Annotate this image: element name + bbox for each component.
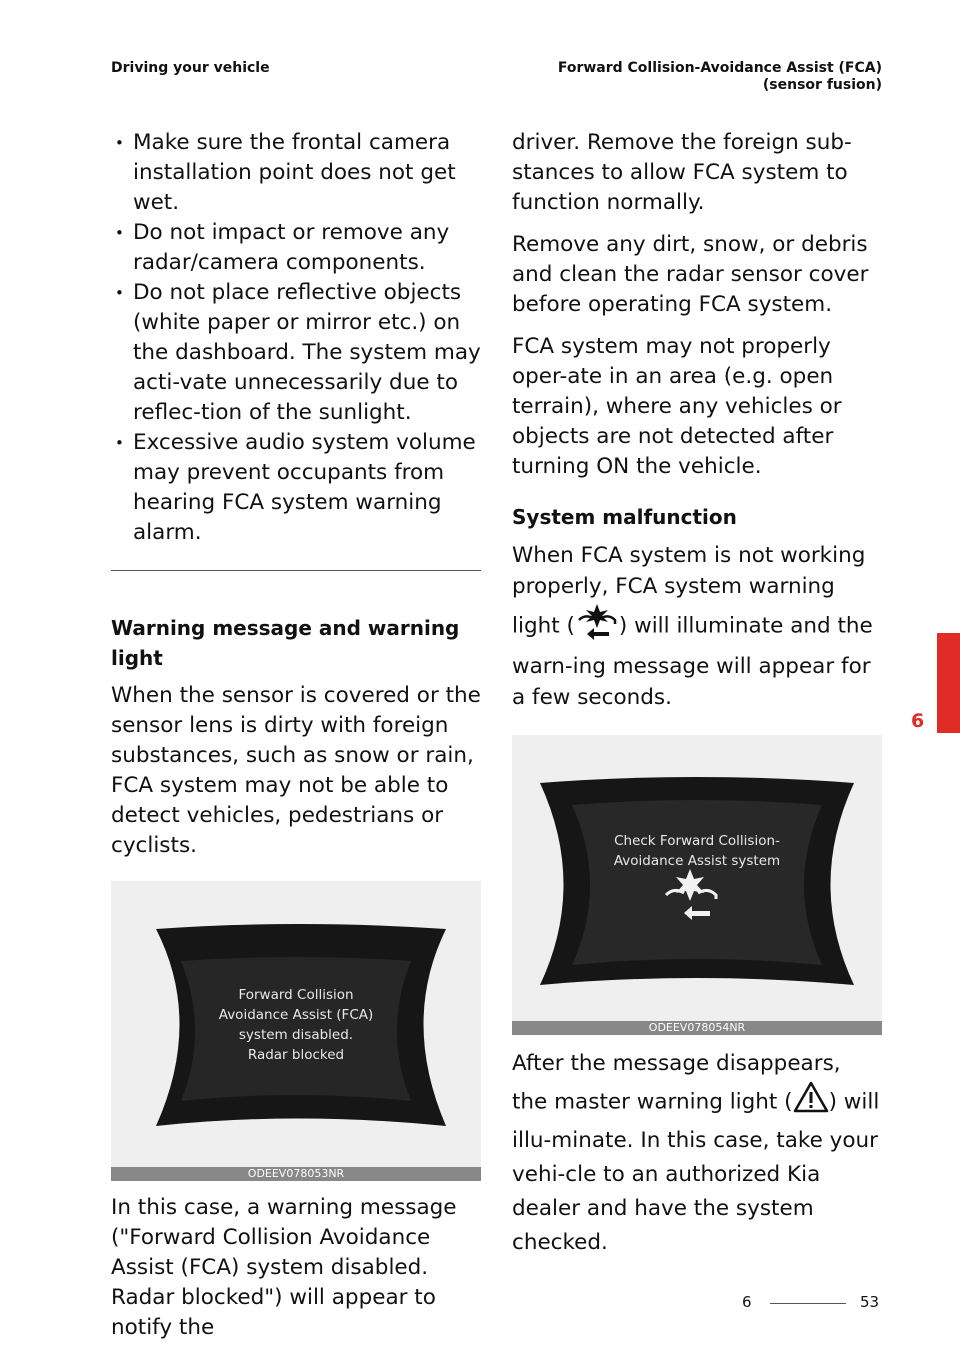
footer-divider (770, 1303, 846, 1304)
message-line: Avoidance Assist (FCA) (218, 1007, 374, 1023)
chapter-tab-number: 6 (911, 710, 925, 732)
paragraph: When FCA system is not working properly, FCA system warning light ( ) will illuminate and the warn-ing message will appear for a few seconds. (512, 543, 873, 710)
paragraph (512, 1047, 882, 1260)
list-item: • Do not impact or remove any radar/camera components. (111, 218, 481, 278)
chapter-tab (937, 633, 960, 733)
caution-list (111, 128, 481, 548)
paragraph-text: When FCA system is not working properly, FCA system warning light (512, 543, 866, 639)
message-line: Check Forward Collision- (614, 833, 780, 849)
master-warning-icon (793, 1081, 829, 1124)
paragraph: Remove any dirt, snow, or debris and clean the radar sensor cover before operating FCA system. (512, 232, 869, 317)
list-item: • Do not place reflective objects (white paper or mirror etc.) on the dashboard. The system may acti-vate unnecessarily due to reflec-tion of the sunlight. (111, 278, 481, 428)
paragraph: FCA system may not properly oper-ate in an area (e.g. open terrain), where any vehicles or objects are not detected after turning ON the vehicle. (512, 334, 842, 479)
fca-warning-icon (575, 602, 619, 651)
left-column (111, 128, 481, 1343)
footer-chapter: 6 (742, 1293, 752, 1311)
message-line: Forward Collision (238, 987, 354, 1003)
paragraph: When the sensor is covered or the sensor lens is dirty with foreign substances, such as snow or rain, FCA system may not be able to detect vehicles, pedestrians or cyclists. (111, 683, 481, 858)
cluster-message-text (111, 985, 481, 1065)
message-line: system disabled. (238, 1027, 354, 1043)
paragraph: driver. Remove the foreign sub-stances to allow FCA system to function normally. (512, 130, 852, 215)
paragraph: In this case, a warning message ("Forward Collision Avoidance Assist (FCA) system disabled. Radar blocked") will appear to notify the (111, 1195, 457, 1340)
figure-caption: ODEEV078053NR (111, 1167, 481, 1181)
cluster-malfunction-figure (512, 735, 882, 1035)
paragraph-text: ) will illu-minate. In this case, take your vehi-cle to an authorized Kia dealer and have the system checked. (512, 1089, 880, 1255)
message-line: Radar blocked (247, 1047, 345, 1063)
section-heading: Warning message and warning light (111, 616, 460, 670)
cluster-message-text (512, 831, 882, 871)
right-column (512, 128, 882, 1260)
section-heading: System malfunction (512, 505, 737, 529)
list-item: • Excessive audio system volume may prevent occupants from hearing FCA system warning alarm. (111, 428, 481, 548)
paragraph-text: ) will illuminate and the warn-ing message will appear for a few seconds. (512, 613, 873, 710)
message-line: Avoidance Assist system (613, 853, 781, 869)
header-topic-title: Forward Collision-Avoidance Assist (FCA) (sensor fusion) (557, 60, 882, 93)
header-section-title: Driving your vehicle (111, 60, 270, 76)
cluster-message-figure (111, 881, 481, 1181)
list-item: • Make sure the frontal camera installation point does not get wet. (111, 128, 481, 218)
paragraph-text: After the message disappears, the master warning light ( (512, 1051, 841, 1115)
page-number: 53 (860, 1293, 880, 1311)
cluster-display-illustration (512, 735, 882, 1021)
figure-caption: ODEEV078054NR (512, 1021, 882, 1035)
